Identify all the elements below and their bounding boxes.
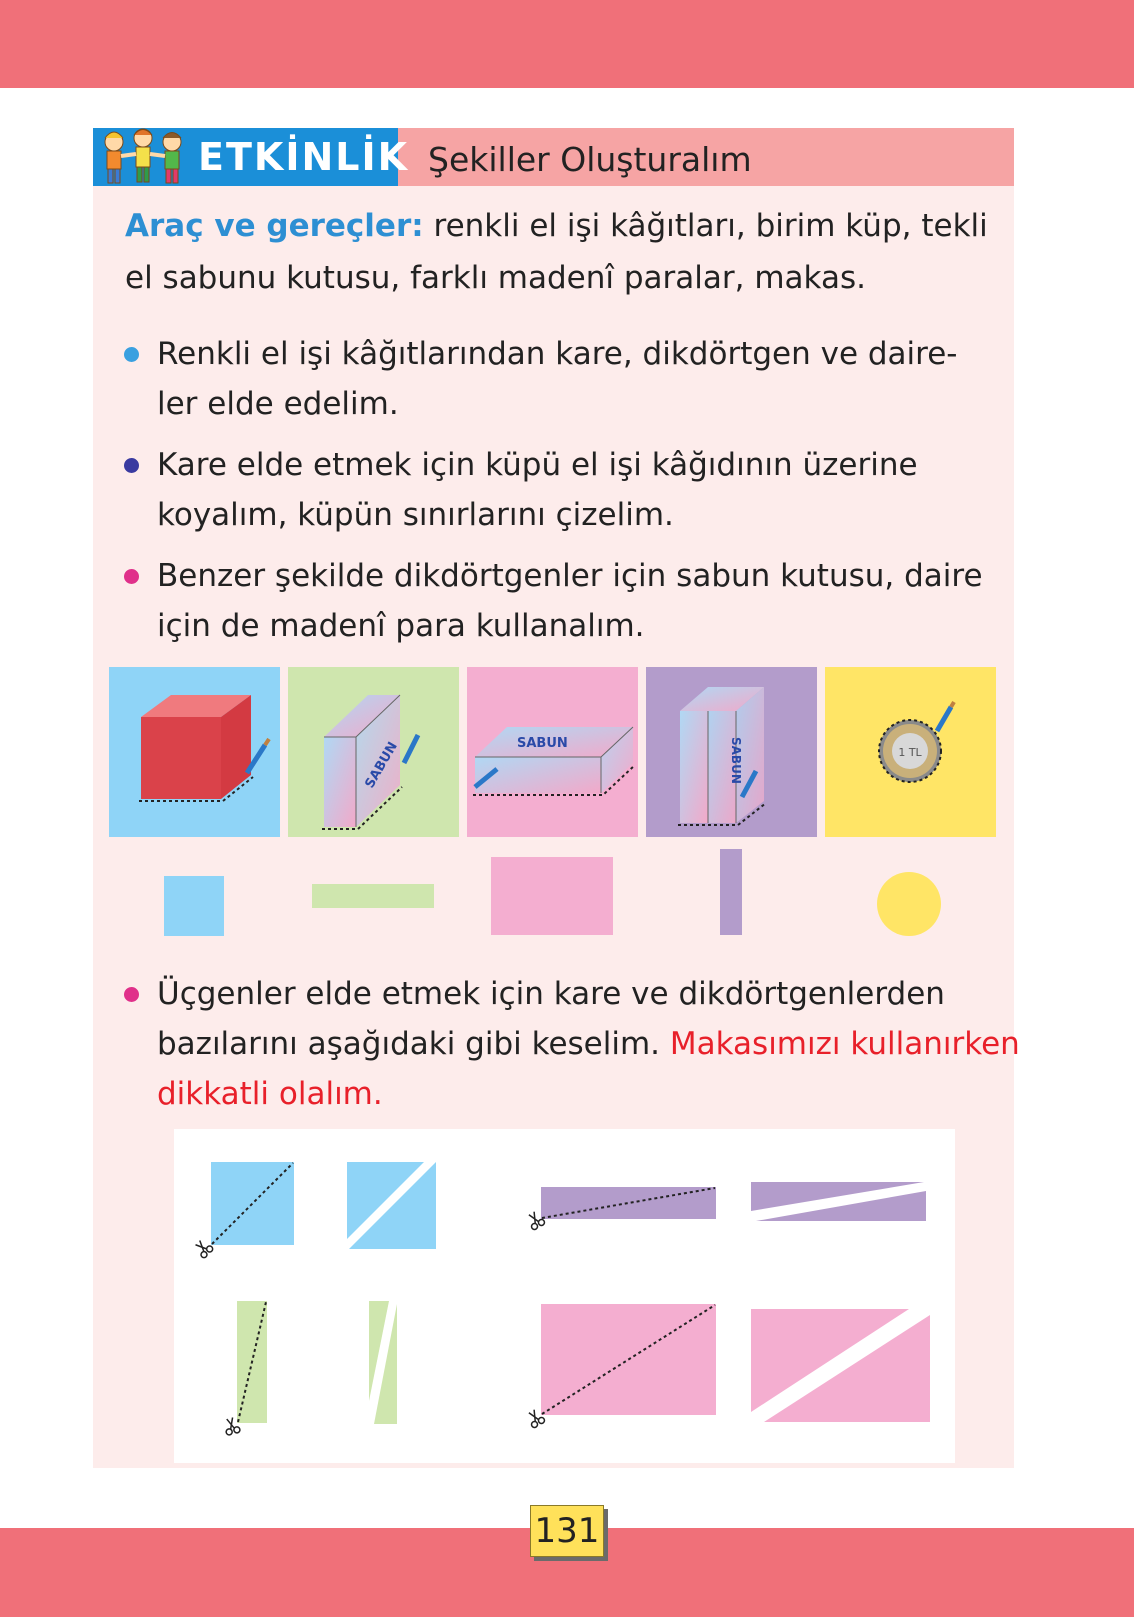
step-1-line-2: ler elde edelim. — [157, 386, 399, 422]
thin-rectangle-shape — [312, 884, 434, 908]
step-2-line-1: Kare elde etmek için küpü el işi kâğıdının üzerine — [157, 447, 918, 483]
step-4-text: bazılarını aşağıdaki gibi keselim. — [157, 1026, 661, 1062]
step-1-bullet — [124, 347, 139, 362]
step-4-line-2 — [157, 1018, 1020, 1070]
materials-text-1: renkli el işi kâğıtları, birim küp, tekli — [433, 208, 988, 244]
children-icon — [96, 124, 191, 188]
cube-tile — [109, 667, 280, 837]
warning-text: Makasımızı kullanırken — [669, 1026, 1020, 1062]
materials-line-1 — [125, 200, 988, 252]
top-band — [0, 0, 1134, 88]
coin-tile — [825, 667, 996, 837]
step-3-line-1: Benzer şekilde dikdörtgenler için sabun kutusu, daire — [157, 558, 983, 594]
step-3-line-2: için de madenî para kullanalım. — [157, 608, 645, 644]
step-1-line-1: Renkli el işi kâğıtlarından kare, dikdörtgen ve daire- — [157, 336, 958, 372]
cutting-illustration — [174, 1129, 955, 1463]
step-4-line-1: Üçgenler elde etmek için kare ve dikdörtgenlerden — [157, 976, 945, 1012]
step-2-line-2: koyalım, küpün sınırlarını çizelim. — [157, 497, 674, 533]
materials-line-2: el sabunu kutusu, farklı madenî paralar, makas. — [125, 260, 866, 296]
page-number: 131 — [530, 1505, 604, 1557]
soap-side-tile — [288, 667, 459, 837]
tall-rectangle-shape — [720, 849, 742, 935]
activity-badge-label: ETKİNLİK — [198, 135, 410, 179]
circle-shape — [877, 872, 941, 936]
step-2-bullet — [124, 458, 139, 473]
soap-side-label: SABUN — [362, 739, 401, 791]
soap-flat-label: SABUN — [517, 736, 568, 751]
soap-standing-label: SABUN — [729, 737, 743, 784]
soap-flat-tile — [467, 667, 638, 837]
warning-text-2: dikkatli olalım. — [157, 1076, 383, 1112]
soap-standing-tile — [646, 667, 817, 837]
coin-label: 1 TL — [898, 746, 922, 759]
square-shape — [164, 876, 224, 936]
activity-title: Şekiller Oluşturalım — [428, 140, 752, 179]
step-4-bullet — [124, 987, 139, 1002]
step-3-bullet — [124, 569, 139, 584]
materials-label: Araç ve gereçler: — [125, 208, 424, 244]
rectangle-shape — [491, 857, 613, 935]
scissors-icon — [193, 1238, 214, 1259]
